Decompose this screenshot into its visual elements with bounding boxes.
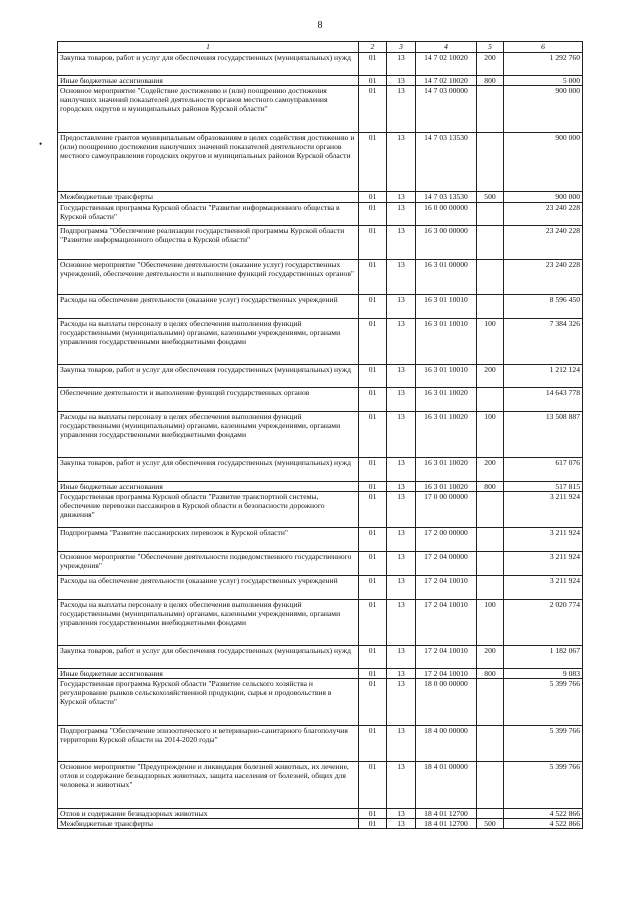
row-target-article: 17 2 04 00000 [416,552,477,576]
row-section: 01 [359,192,387,203]
row-subsection: 13 [387,762,416,809]
table-row [58,528,583,552]
row-subsection: 13 [387,319,416,365]
row-section: 01 [359,458,387,482]
row-amount: 3 211 924 [504,552,583,576]
row-amount: 5 399 766 [504,762,583,809]
table-row [58,492,583,528]
table-row [58,412,583,458]
row-subsection: 13 [387,458,416,482]
row-name: Обеспечение деятельности и выполнение функций государственных органов [58,388,359,412]
row-subsection: 13 [387,203,416,226]
row-subsection: 13 [387,412,416,458]
row-name: Государственная программа Курской области "Развитие транспортной системы, обеспечение перевозки пассажиров в Курской области и безопасности дорожного движения" [58,492,359,528]
table-row [58,819,583,829]
row-subsection: 13 [387,365,416,388]
row-name: Иные бюджетные ассигнования [58,482,359,492]
row-subsection: 13 [387,53,416,76]
row-amount: 5 399 766 [504,679,583,726]
table-row [58,726,583,762]
row-name: Государственная программа Курской области "Развитие сельского хозяйства и регулирование рынков сельскохозяйственной продукции, сырья и продовольствия в Курской области" [58,679,359,726]
table-row [58,646,583,669]
row-subsection: 13 [387,646,416,669]
row-name: Закупка товаров, работ и услуг для обеспечения государственных (муниципальных) нужд [58,53,359,76]
row-section: 01 [359,762,387,809]
row-expense-type [477,528,504,552]
row-subsection: 13 [387,726,416,762]
table-row [58,762,583,809]
row-amount: 2 020 774 [504,600,583,646]
row-section: 01 [359,482,387,492]
row-amount: 3 211 924 [504,576,583,600]
row-section: 01 [359,492,387,528]
row-expense-type: 200 [477,458,504,482]
header-col-2: 2 [359,42,387,53]
row-section: 01 [359,226,387,260]
row-target-article: 16 3 01 10020 [416,482,477,492]
table-row [58,260,583,295]
row-expense-type [477,226,504,260]
row-expense-type: 100 [477,319,504,365]
row-expense-type: 800 [477,482,504,492]
row-target-article: 14 7 02 10020 [416,53,477,76]
row-section: 01 [359,809,387,819]
row-name: Основное мероприятие "Содействие достижению и (или) поощрению достижения наилучших значений показателей деятельности органов местного самоуправления городских округов и муниципальных районов Курской области" [58,86,359,133]
table-row [58,669,583,679]
row-section: 01 [359,365,387,388]
row-expense-type: 500 [477,192,504,203]
table-row [58,133,583,192]
row-amount: 3 211 924 [504,492,583,528]
row-amount: 1 182 067 [504,646,583,669]
row-amount: 14 643 778 [504,388,583,412]
row-expense-type [477,726,504,762]
row-amount: 13 508 887 [504,412,583,458]
row-subsection: 13 [387,576,416,600]
row-name: Основное мероприятие "Обеспечение деятельности (оказание услуг) государственных учреждений, обеспечение деятельности и выполнение функций государственных органов" [58,260,359,295]
row-name: Закупка товаров, работ и услуг для обеспечения государственных (муниципальных) нужд [58,365,359,388]
row-section: 01 [359,388,387,412]
row-name: Расходы на выплаты персоналу в целях обеспечения выполнения функций государственными (муниципальными) органами, казенными учреждениями, органами управления государственными внебюджетными фондами [58,600,359,646]
row-subsection: 13 [387,260,416,295]
row-section: 01 [359,412,387,458]
row-target-article: 16 3 01 00000 [416,260,477,295]
row-expense-type [477,492,504,528]
row-target-article: 16 3 01 10010 [416,319,477,365]
row-section: 01 [359,86,387,133]
budget-table [57,41,583,829]
row-section: 01 [359,295,387,319]
row-name: Основное мероприятие "Предупреждение и ликвидация болезней животных, их лечение, отлов и содержание безнадзорных животных, защита населения от болезней, общих для человека и животных" [58,762,359,809]
row-target-article: 16 3 00 00000 [416,226,477,260]
row-name: Межбюджетные трансферты [58,192,359,203]
row-expense-type: 200 [477,53,504,76]
row-section: 01 [359,600,387,646]
row-target-article: 17 2 04 10010 [416,646,477,669]
row-section: 01 [359,260,387,295]
row-expense-type [477,576,504,600]
row-target-article: 16 0 00 00000 [416,203,477,226]
row-expense-type [477,679,504,726]
row-subsection: 13 [387,600,416,646]
row-expense-type: 800 [477,669,504,679]
row-expense-type: 100 [477,600,504,646]
table-row [58,809,583,819]
header-col-3: 3 [387,42,416,53]
row-subsection: 13 [387,226,416,260]
row-amount: 1 292 760 [504,53,583,76]
row-amount: 7 384 326 [504,319,583,365]
table-row [58,86,583,133]
row-target-article: 16 3 01 10020 [416,388,477,412]
row-subsection: 13 [387,552,416,576]
row-section: 01 [359,53,387,76]
row-name: Подпрограмма "Развитие пассажирских перевозок в Курской области" [58,528,359,552]
row-subsection: 13 [387,295,416,319]
row-target-article: 16 3 01 10020 [416,412,477,458]
row-amount: 23 240 228 [504,203,583,226]
row-subsection: 13 [387,192,416,203]
header-col-5: 5 [477,42,504,53]
table-row [58,192,583,203]
row-subsection: 13 [387,669,416,679]
table-row [58,226,583,260]
row-expense-type [477,809,504,819]
row-target-article: 17 2 04 10010 [416,576,477,600]
row-section: 01 [359,319,387,365]
row-amount: 8 596 450 [504,295,583,319]
row-section: 01 [359,203,387,226]
row-expense-type [477,260,504,295]
row-target-article: 14 7 03 13530 [416,133,477,192]
row-target-article: 16 3 01 10010 [416,365,477,388]
row-name: Предоставление грантов муниципальным образованиям в целях содействия достижению и (или) поощрению достижения наилучших значений показателей деятельности органов местного самоуправления городских округов и муниципальных районов Курской области [58,133,359,192]
table-row [58,679,583,726]
row-target-article: 16 3 01 10010 [416,295,477,319]
row-section: 01 [359,646,387,669]
row-subsection: 13 [387,528,416,552]
row-target-article: 18 0 00 00000 [416,679,477,726]
row-expense-type [477,86,504,133]
row-target-article: 18 4 01 00000 [416,762,477,809]
row-amount: 900 000 [504,86,583,133]
row-expense-type: 100 [477,412,504,458]
row-amount: 5 000 [504,76,583,86]
table-row [58,203,583,226]
table-row [58,576,583,600]
table-row [58,458,583,482]
row-amount: 9 083 [504,669,583,679]
table-body [58,53,583,829]
row-name: Государственная программа Курской области "Развитие информационного общества в Курской области" [58,203,359,226]
table-row [58,295,583,319]
row-target-article: 17 0 00 00000 [416,492,477,528]
table-header-row [58,42,583,53]
row-target-article: 14 7 03 13530 [416,192,477,203]
row-subsection: 13 [387,388,416,412]
row-name: Закупка товаров, работ и услуг для обеспечения государственных (муниципальных) нужд [58,458,359,482]
row-amount: 1 212 124 [504,365,583,388]
row-name: Межбюджетные трансферты [58,819,359,829]
row-amount: 23 240 228 [504,226,583,260]
row-amount: 617 076 [504,458,583,482]
row-name: Основное мероприятие "Обеспечение деятельности подведомственного государственного учреждения" [58,552,359,576]
table-row [58,53,583,76]
row-amount: 3 211 924 [504,528,583,552]
row-subsection: 13 [387,133,416,192]
table-row [58,365,583,388]
row-target-article: 16 3 01 10020 [416,458,477,482]
table-row [58,319,583,365]
row-amount: 4 522 866 [504,809,583,819]
row-section: 01 [359,552,387,576]
row-amount: 900 000 [504,133,583,192]
row-expense-type [477,762,504,809]
row-target-article: 18 4 01 12700 [416,819,477,829]
row-expense-type: 200 [477,646,504,669]
row-subsection: 13 [387,482,416,492]
row-expense-type: 800 [477,76,504,86]
row-target-article: 17 2 04 10010 [416,600,477,646]
row-name: Расходы на обеспечение деятельности (оказание услуг) государственных учреждений [58,576,359,600]
row-expense-type [477,133,504,192]
row-expense-type [477,388,504,412]
row-name: Закупка товаров, работ и услуг для обеспечения государственных (муниципальных) нужд [58,646,359,669]
row-section: 01 [359,819,387,829]
table-row [58,76,583,86]
row-name: Расходы на обеспечение деятельности (оказание услуг) государственных учреждений [58,295,359,319]
row-subsection: 13 [387,679,416,726]
row-name: Иные бюджетные ассигнования [58,669,359,679]
header-col-1: 1 [58,42,359,53]
row-target-article: 14 7 03 00000 [416,86,477,133]
table-row [58,552,583,576]
header-col-6: 6 [504,42,583,53]
row-target-article: 18 4 01 12700 [416,809,477,819]
row-amount: 23 240 228 [504,260,583,295]
row-name: Расходы на выплаты персоналу в целях обеспечения выполнения функций государственными (муниципальными) органами, казенными учреждениями, органами управления государственными внебюджетными фондами [58,319,359,365]
row-subsection: 13 [387,809,416,819]
table-row [58,388,583,412]
row-name: Подпрограмма "Обеспечение эпизоотического и ветеринарно-санитарного благополучия территории Курской области на 2014-2020 годы" [58,726,359,762]
row-section: 01 [359,76,387,86]
row-amount: 5 399 766 [504,726,583,762]
row-name: Иные бюджетные ассигнования [58,76,359,86]
row-subsection: 13 [387,76,416,86]
row-section: 01 [359,669,387,679]
row-target-article: 17 2 00 00000 [416,528,477,552]
row-expense-type [477,552,504,576]
row-section: 01 [359,133,387,192]
row-target-article: 14 7 02 10020 [416,76,477,86]
table-row [58,600,583,646]
row-section: 01 [359,726,387,762]
row-expense-type [477,295,504,319]
row-subsection: 13 [387,492,416,528]
row-section: 01 [359,528,387,552]
header-col-4: 4 [416,42,477,53]
row-subsection: 13 [387,819,416,829]
row-name: Отлов и содержание безнадзорных животных [58,809,359,819]
table-row [58,482,583,492]
row-expense-type [477,203,504,226]
row-amount: 900 000 [504,192,583,203]
row-name: Подпрограмма "Обеспечение реализации государственной программы Курской области "Развитие информационного общества в Курской области" [58,226,359,260]
row-target-article: 18 4 00 00000 [416,726,477,762]
row-name: Расходы на выплаты персоналу в целях обеспечения выполнения функций государственными (муниципальными) органами, казенными учреждениями, органами управления государственными внебюджетными фондами [58,412,359,458]
row-section: 01 [359,576,387,600]
row-expense-type: 200 [477,365,504,388]
row-subsection: 13 [387,86,416,133]
row-section: 01 [359,679,387,726]
row-amount: 4 522 866 [504,819,583,829]
page-number: 8 [317,20,323,31]
row-target-article: 17 2 04 10010 [416,669,477,679]
row-expense-type: 500 [477,819,504,829]
row-amount: 517 815 [504,482,583,492]
side-mark: • [39,139,43,149]
